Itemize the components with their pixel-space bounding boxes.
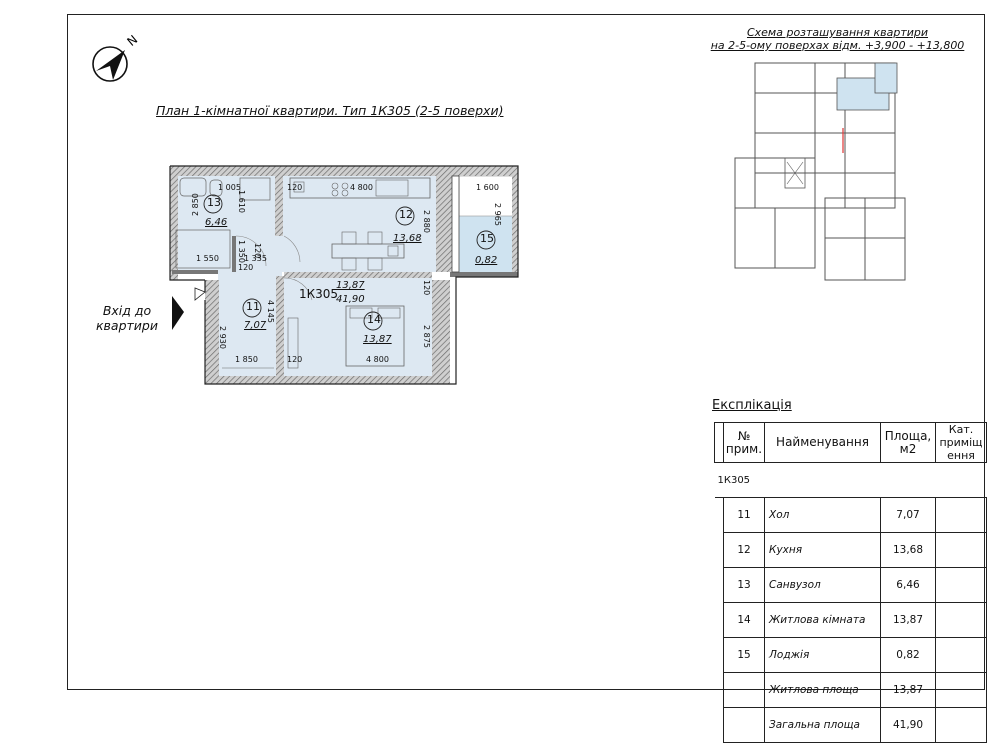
dim-label: 2 850 xyxy=(191,193,200,216)
row-category xyxy=(936,708,987,743)
table-row xyxy=(715,708,987,743)
row-area: 0,82 xyxy=(881,638,936,673)
room-13-number: 13 xyxy=(207,196,221,209)
dim-label: 2 930 xyxy=(218,326,227,349)
row-name: Житлова кімната xyxy=(765,603,881,638)
row-number: 12 xyxy=(724,533,765,568)
row-name: Хол xyxy=(765,498,881,533)
wall-bath-partition xyxy=(232,236,236,272)
wall-left-hall xyxy=(205,280,219,384)
row-category xyxy=(936,533,987,568)
loggia-window xyxy=(452,176,459,272)
entry-label-line1: Вхід до xyxy=(102,303,152,318)
table-row xyxy=(715,603,987,638)
room-13-area: 6,46 xyxy=(205,217,228,228)
wall-kitchen-living xyxy=(284,272,432,278)
wall-top xyxy=(170,166,518,176)
room-14-number: 14 xyxy=(367,313,381,326)
dim-label: 2 875 xyxy=(422,325,431,348)
row-category xyxy=(936,568,987,603)
dim-label: 1 005 xyxy=(218,183,241,192)
dim-label: 2 965 xyxy=(493,203,502,226)
table-row xyxy=(715,498,987,533)
north-label: N xyxy=(124,32,141,49)
wall-bottom xyxy=(205,376,450,384)
dim-label: 1 850 xyxy=(235,355,258,364)
dim-label: 4 800 xyxy=(366,355,389,364)
dim-label: 1 600 xyxy=(476,183,499,192)
room-12-number: 12 xyxy=(399,208,413,221)
plan-title: План 1-кімнатної квартири. Тип 1К305 (2-5 поверхи) xyxy=(156,103,504,118)
header-name: Найменування xyxy=(765,423,881,463)
row-area: 13,87 xyxy=(881,603,936,638)
room-11-number: 11 xyxy=(246,300,260,313)
row-area: 41,90 xyxy=(881,708,936,743)
row-area: 13,87 xyxy=(881,673,936,708)
dim-label: 4 145 xyxy=(266,300,275,323)
row-number: 11 xyxy=(724,498,765,533)
row-category xyxy=(936,638,987,673)
room-15-area: 0,82 xyxy=(475,255,498,266)
row-category xyxy=(936,673,987,708)
floor-scheme xyxy=(725,58,925,290)
row-number: 15 xyxy=(724,638,765,673)
row-number: 13 xyxy=(724,568,765,603)
apartment-total-area: 41,90 xyxy=(336,294,365,305)
row-name: Житлова площа xyxy=(765,673,881,708)
apartment-living-area: 13,87 xyxy=(336,280,365,291)
table-row xyxy=(715,568,987,603)
row-name: Кухня xyxy=(765,533,881,568)
floor-plan xyxy=(165,160,530,392)
wall-left-bath xyxy=(170,166,178,280)
header-number: № прим. xyxy=(724,423,765,463)
row-category xyxy=(936,603,987,638)
apartment-code: 1К305 xyxy=(299,287,339,301)
header-category: Кат. приміщ ення xyxy=(936,423,987,463)
row-number xyxy=(724,673,765,708)
wall-hall-living xyxy=(276,276,284,376)
table-margin-cell xyxy=(715,423,724,463)
explication-title: Експлікація xyxy=(712,398,792,413)
scheme-title-line2: на 2-5-ому поверхах відм. +3,900 - +13,800 xyxy=(710,39,965,52)
dim-label: 120 xyxy=(287,183,303,192)
dim-label: 1 610 xyxy=(237,190,246,213)
row-name: Лоджія xyxy=(765,638,881,673)
row-area: 13,68 xyxy=(881,533,936,568)
wall-kitchen-right xyxy=(436,176,452,272)
north-arrow-icon xyxy=(88,30,150,86)
row-number xyxy=(724,708,765,743)
explication-table xyxy=(714,422,987,743)
row-name: Санвузол xyxy=(765,568,881,603)
table-row xyxy=(715,673,987,708)
row-area: 7,07 xyxy=(881,498,936,533)
explication-header-row xyxy=(715,423,987,463)
header-area: Площа, м2 xyxy=(881,423,936,463)
row-category xyxy=(936,498,987,533)
entry-label xyxy=(96,303,158,333)
dim-label: 120 xyxy=(238,263,254,272)
row-area: 6,46 xyxy=(881,568,936,603)
dim-label: 1 335 xyxy=(244,254,267,263)
wall-bath-bottom xyxy=(172,270,218,274)
dim-label: 120 xyxy=(253,243,262,259)
loggia-upper xyxy=(459,176,514,216)
scheme-title xyxy=(710,26,965,52)
room-12-area: 13,68 xyxy=(393,233,422,244)
wall-bath-kitchen xyxy=(275,176,283,236)
entry-label-line2: квартири xyxy=(96,318,158,333)
row-name: Загальна площа xyxy=(765,708,881,743)
table-row xyxy=(715,638,987,673)
wall-loggia-right xyxy=(512,166,518,276)
dim-label: 1 550 xyxy=(196,254,219,263)
wall-living-right xyxy=(432,280,450,380)
dim-label: 120 xyxy=(422,280,431,296)
scheme-title-line1: Схема розташування квартири xyxy=(746,26,929,39)
explication-group-row xyxy=(715,463,987,498)
wall-loggia-bottom xyxy=(450,272,518,277)
row-number: 14 xyxy=(724,603,765,638)
group-label: 1К305 xyxy=(715,463,987,498)
dim-label: 2 880 xyxy=(422,210,431,233)
dim-label: 120 xyxy=(287,355,303,364)
room-14-area: 13,87 xyxy=(363,334,392,345)
table-row xyxy=(715,533,987,568)
room-15-number: 15 xyxy=(480,232,494,245)
entry-arrow-icon xyxy=(172,296,184,330)
dim-label: 4 800 xyxy=(350,183,373,192)
dim-label: 1 350 xyxy=(237,240,246,263)
room-11-area: 7,07 xyxy=(244,320,267,331)
